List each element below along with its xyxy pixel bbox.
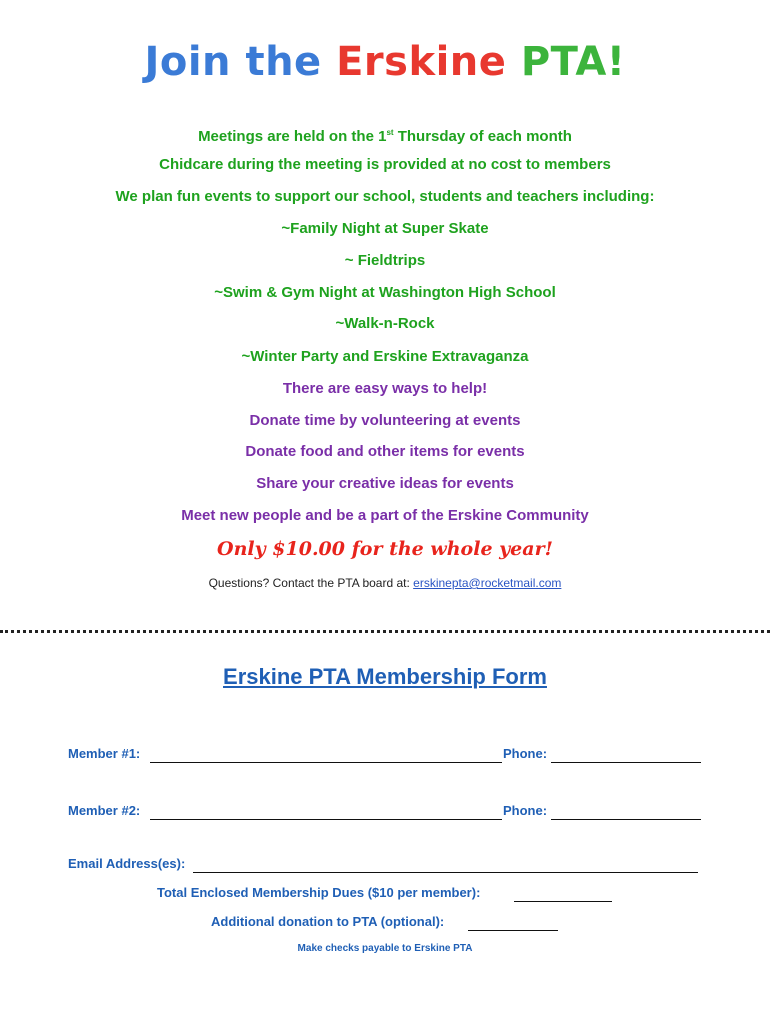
member2-field[interactable]: [150, 819, 502, 820]
checks-note: Make checks payable to Erskine PTA: [297, 943, 473, 954]
events-intro: We plan fun events to support our school, students and teachers including:: [115, 188, 655, 205]
contact-line: Questions? Contact the PTA board at: erskinepta@rocketmail.com: [208, 576, 562, 590]
email-field[interactable]: [193, 872, 698, 873]
phone1-label: Phone:: [503, 746, 548, 761]
phone2-label: Phone:: [503, 803, 548, 818]
help-item: Donate food and other items for events: [245, 443, 525, 460]
event-item: ~Swim & Gym Night at Washington High School: [214, 284, 556, 301]
event-item: ~Walk-n-Rock: [335, 315, 435, 332]
contact-email-link[interactable]: erskinepta@rocketmail.com: [413, 576, 562, 590]
member2-label: Member #2:: [68, 803, 141, 818]
email-label: Email Address(es):: [68, 856, 186, 871]
member1-field[interactable]: [150, 762, 502, 763]
page-title: [0, 38, 770, 86]
help-item: Meet new people and be a part of the Erskine Community: [181, 507, 589, 524]
title-pta: PTA!: [506, 39, 626, 85]
title-erskine: Erskine: [336, 39, 507, 85]
member1-label: Member #1:: [68, 746, 141, 761]
event-item: ~Winter Party and Erskine Extravaganza: [241, 348, 529, 365]
donation-label: Additional donation to PTA (optional):: [211, 914, 445, 929]
event-item: ~ Fieldtrips: [344, 252, 426, 269]
help-item: Donate time by volunteering at events: [249, 412, 521, 429]
title-join: Join the: [144, 39, 337, 85]
total-dues-field[interactable]: [514, 901, 612, 902]
donation-field[interactable]: [468, 930, 558, 931]
dues-banner: Only $10.00 for the whole year!: [217, 538, 553, 560]
phone2-field[interactable]: [551, 819, 701, 820]
cut-line-divider: [0, 630, 770, 633]
phone1-field[interactable]: [551, 762, 701, 763]
event-item: ~Family Night at Super Skate: [281, 220, 489, 237]
total-dues-label: Total Enclosed Membership Dues ($10 per member):: [157, 885, 481, 900]
help-intro: There are easy ways to help!: [282, 380, 488, 397]
meetings-line: Meetings are held on the 1st Thursday of each month: [198, 128, 572, 145]
childcare-line: Chidcare during the meeting is provided at no cost to members: [159, 156, 611, 173]
help-item: Share your creative ideas for events: [256, 475, 514, 492]
form-title: Erskine PTA Membership Form: [223, 664, 547, 689]
